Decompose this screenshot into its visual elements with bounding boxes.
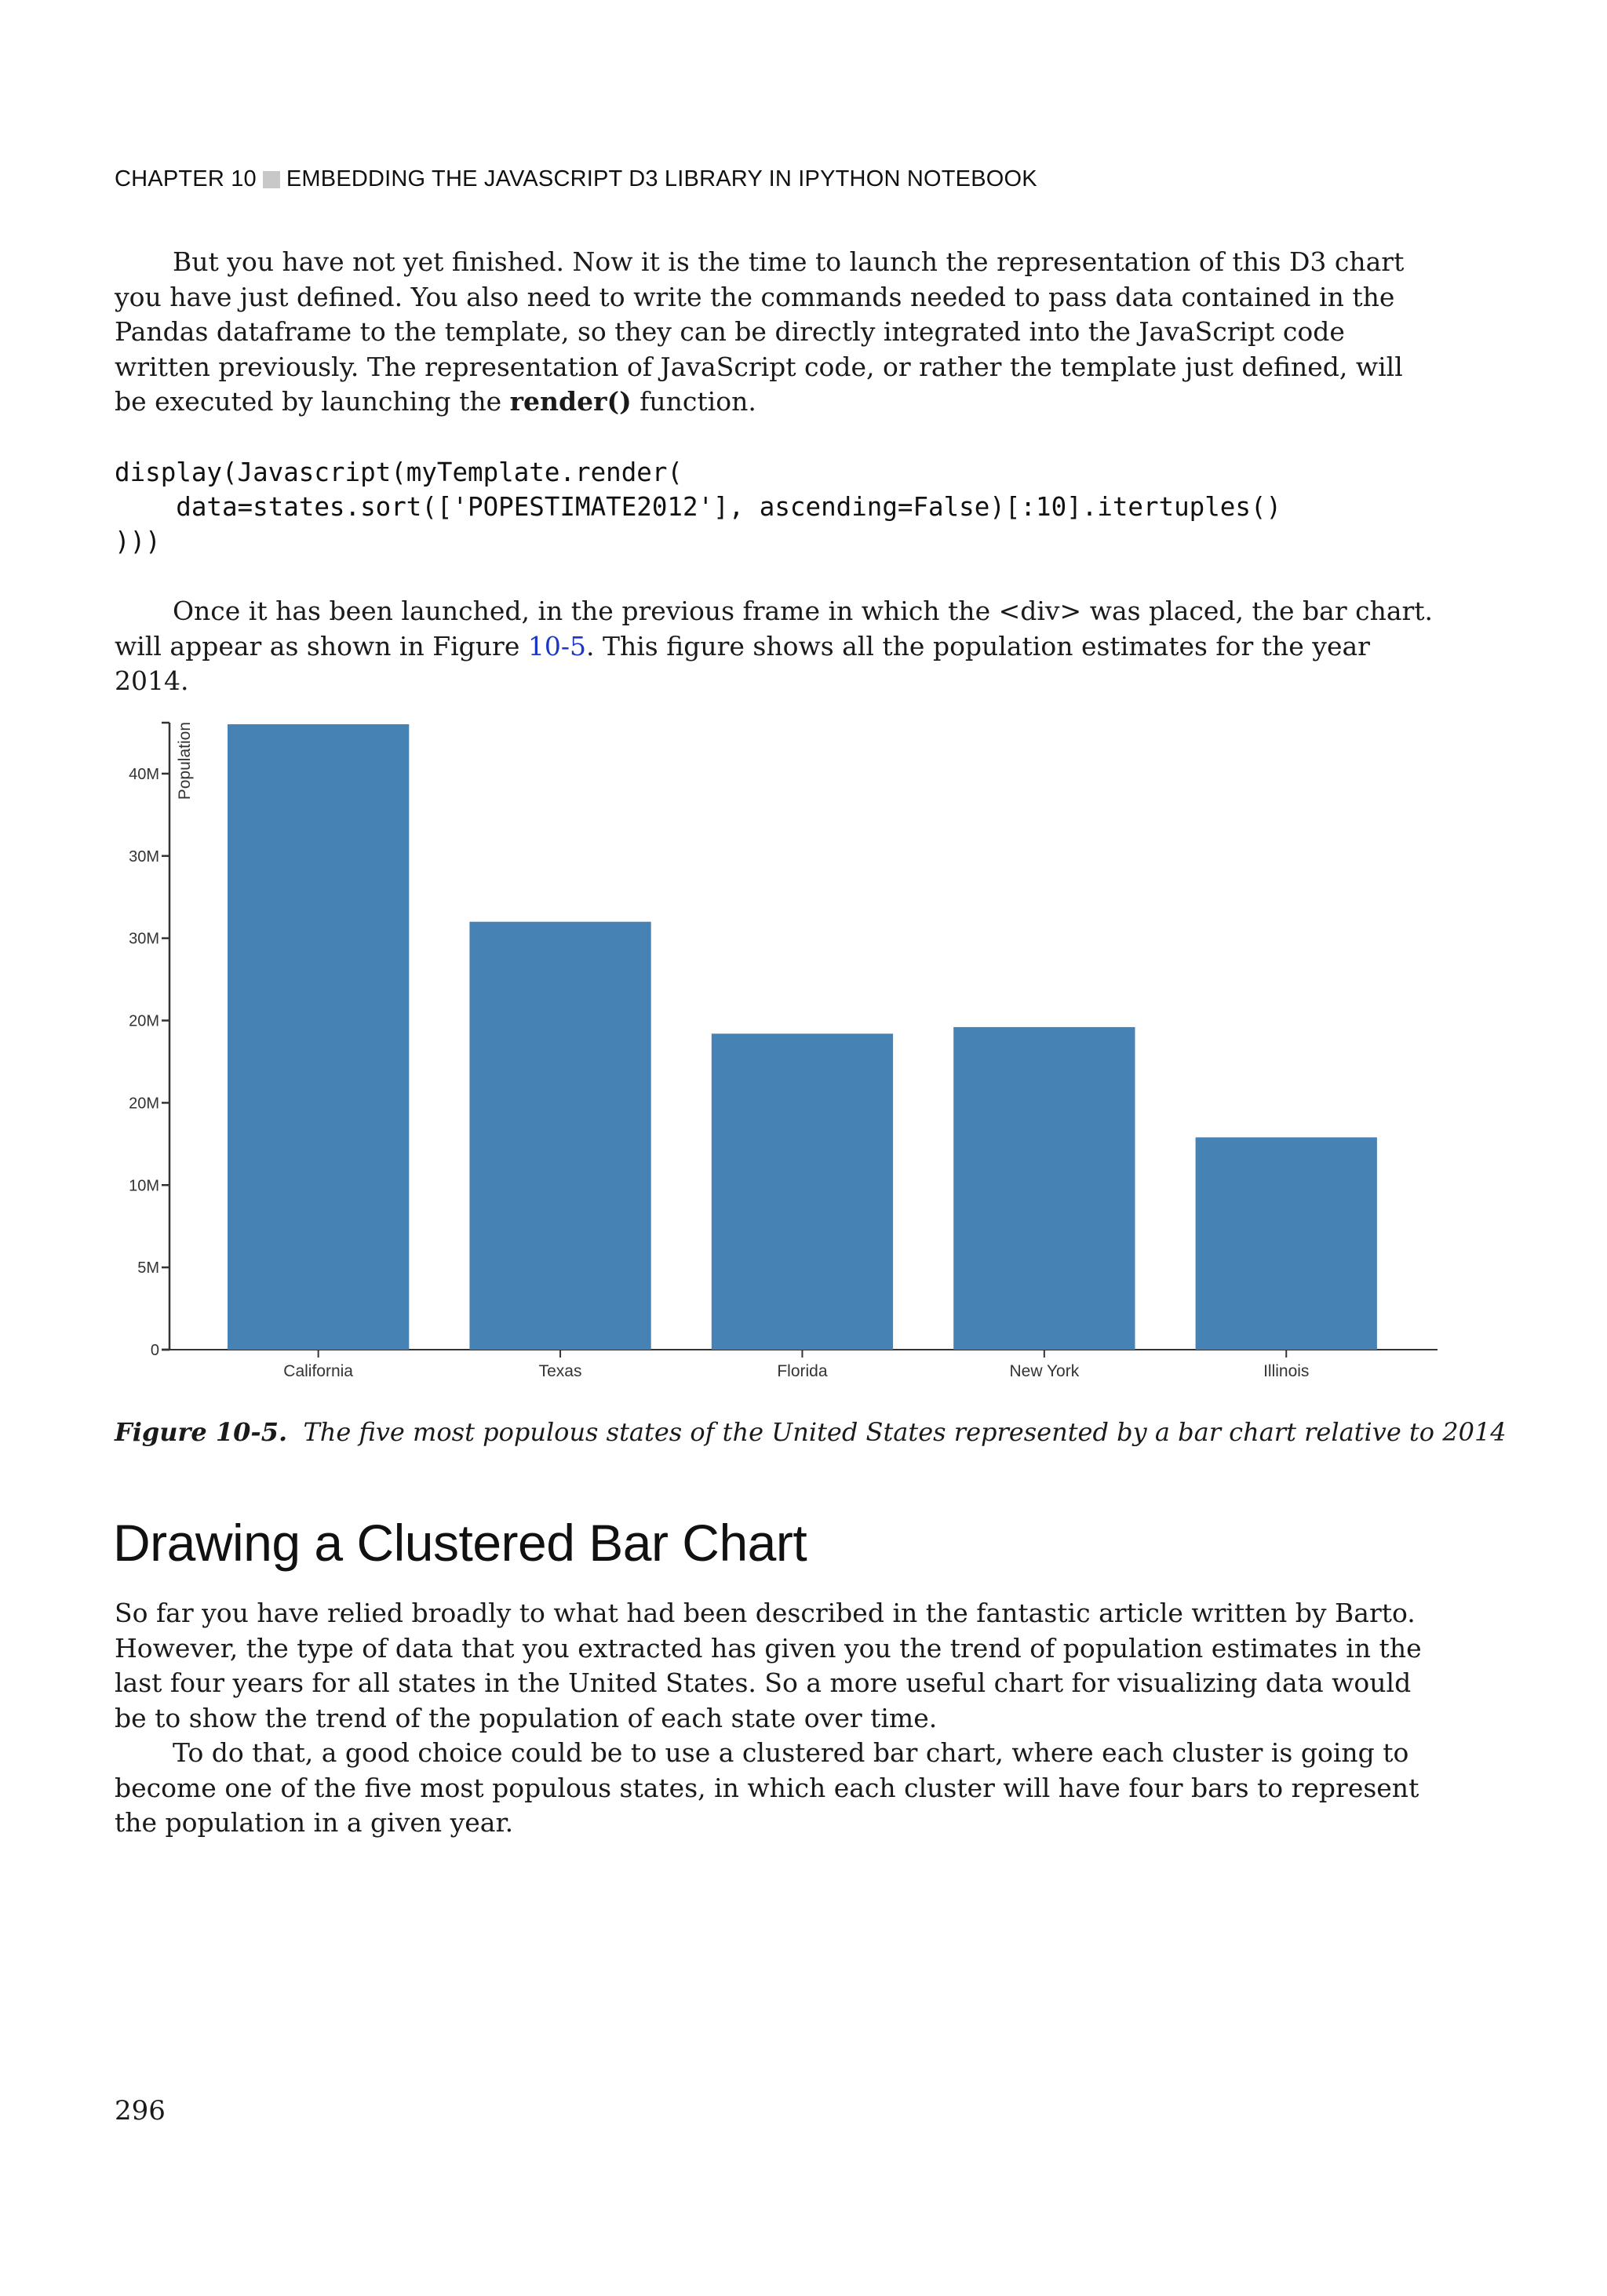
section-heading: Drawing a Clustered Bar Chart [113, 1514, 807, 1572]
separator-square-icon [263, 171, 280, 188]
y-tick-label: 40M [129, 765, 159, 783]
running-head [115, 166, 1037, 192]
x-tick-label: Texas [538, 1362, 582, 1380]
bar-illinois [1196, 1137, 1377, 1350]
bar-chart [110, 691, 1444, 1397]
bar-chart-svg [110, 691, 1444, 1397]
y-tick-label: 30M [129, 930, 159, 948]
paragraph-figure-intro: Once it has been launched, in the previous frame in which the <div> was placed, the bar chart. will appear as shown in Figure 10-5. This figure shows all the population estimates for the year 2014. [115, 596, 1434, 696]
y-tick-label: 0 [150, 1342, 159, 1359]
code-block: display(Javascript(myTemplate.render( data=states.sort(['POPESTIMATE2012'], ascending=False)[:10].itertuples() ))) [115, 457, 1282, 556]
page-number: 296 [115, 2095, 166, 2127]
y-tick-label: 30M [129, 847, 159, 866]
paragraph-clustered-intro: So far you have relied broadly to what had been described in the fantastic article written by Barto. However, the type of data that you extracted has given you the trend of population estimates in the last four years for all states in the United States. So a more useful chart for visualizing data would be to show the trend of the population of each state over time. [115, 1598, 1422, 1733]
figure-reference-link[interactable]: 10-5 [527, 630, 586, 661]
bar-florida [712, 1033, 893, 1350]
bar-new-york [953, 1027, 1135, 1350]
bar-texas [469, 922, 650, 1350]
bar-california [228, 724, 409, 1350]
y-tick-label: 10M [129, 1177, 159, 1195]
y-tick-label: 20M [129, 1095, 159, 1113]
y-tick-label: 20M [129, 1012, 159, 1030]
x-tick-label: New York [1009, 1362, 1080, 1380]
y-axis-title: Population [176, 722, 194, 800]
figure-caption [115, 1417, 1527, 1447]
x-tick-label: Illinois [1263, 1362, 1310, 1380]
figure-caption-text: The five most populous states of the United States represented by a bar chart relative to 2014 [303, 1417, 1507, 1447]
paragraph-clustered-detail: To do that, a good choice could be to use a clustered bar chart, where each cluster is going to become one of the five most populous states, in which each cluster will have four bars to represent the population in a given year. [115, 1737, 1419, 1838]
x-tick-label: California [283, 1362, 354, 1380]
chapter-title: EMBEDDING THE JAVASCRIPT D3 LIBRARY IN IPYTHON NOTEBOOK [286, 166, 1037, 191]
chapter-label: CHAPTER 10 [115, 166, 257, 191]
figure-label: Figure 10-5. [115, 1417, 288, 1447]
y-tick-label: 5M [137, 1259, 159, 1277]
render-function-name: render() [509, 386, 632, 417]
paragraph-render-intro: But you have not yet finished. Now it is the time to launch the representation of this D3 chart you have just defined. You also need to write the commands needed to pass data contained in the Pandas dataframe to the template, so they can be directly integrated into the JavaScript code written previously. The representation of JavaScript code, or rather the template just defined, will be executed by launching the render() function. [115, 246, 1405, 417]
x-tick-label: Florida [777, 1362, 828, 1380]
